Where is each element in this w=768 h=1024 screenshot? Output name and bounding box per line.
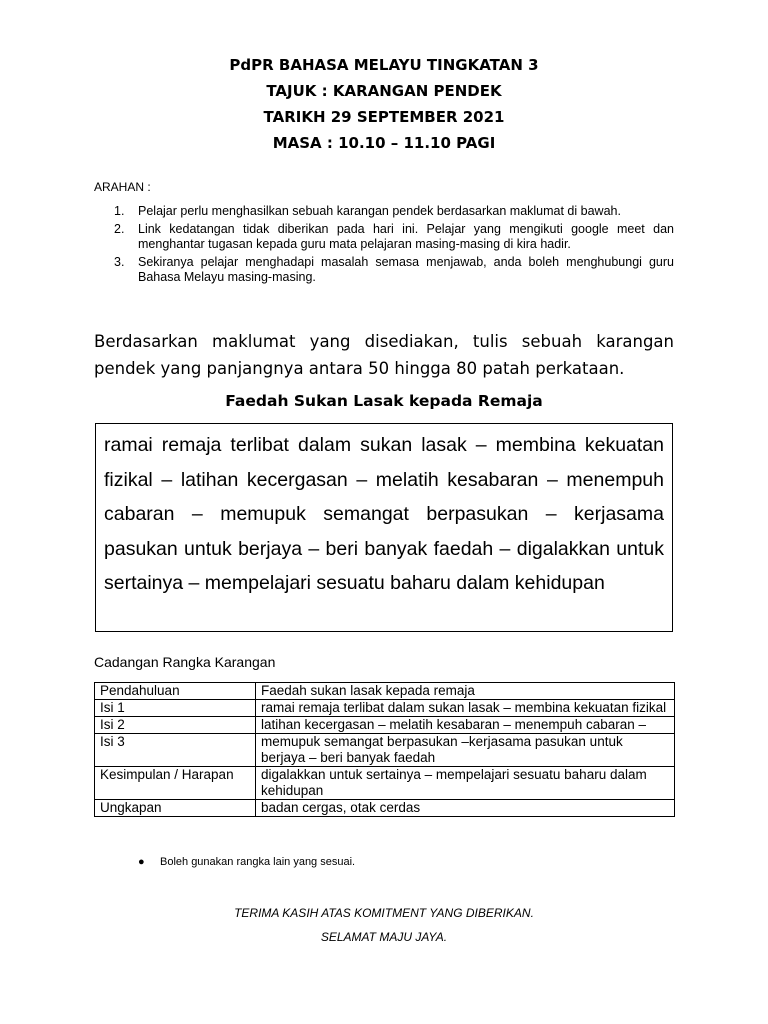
instructions-list <box>92 204 674 288</box>
outline-content: Faedah sukan lasak kepada remaja <box>256 683 675 700</box>
instruction-number: 3. <box>114 254 125 269</box>
header-subject: PdPR BAHASA MELAYU TINGKATAN 3 <box>229 56 539 74</box>
header-date: TARIKH 29 SEPTEMBER 2021 <box>263 108 505 126</box>
outline-content: digalakkan untuk sertainya – mempelajari sesuatu baharu dalam kehidupan <box>256 767 675 800</box>
outline-content: ramai remaja terlibat dalam sukan lasak – membina kekuatan fizikal <box>256 700 675 717</box>
outline-note <box>138 856 355 868</box>
instruction-text: Link kedatangan tidak diberikan pada hari ini. Pelajar yang mengikuti google meet dan menghantar tugasan kepada guru mata pelajaran masing-masing di kira hadir. <box>138 221 674 251</box>
outline-section: Kesimpulan / Harapan <box>95 767 256 800</box>
table-row <box>95 717 675 734</box>
instruction-number: 1. <box>114 204 125 218</box>
header-topic: TAJUK : KARANGAN PENDEK <box>266 82 502 100</box>
outline-section: Pendahuluan <box>95 683 256 700</box>
outline-section: Isi 3 <box>95 734 256 767</box>
instruction-number: 2. <box>114 221 125 236</box>
instruction-item <box>92 204 674 220</box>
instruction-item <box>92 222 674 253</box>
essay-prompt: Berdasarkan maklumat yang disediakan, tulis sebuah karangan pendek yang panjangnya antara 50 hingga 80 patah perkataan. <box>94 332 674 378</box>
instruction-item <box>92 255 674 286</box>
outline-section: Isi 1 <box>95 700 256 717</box>
header-time: MASA : 10.10 – 11.10 PAGI <box>272 134 496 152</box>
footer-thanks: TERIMA KASIH ATAS KOMITMENT YANG DIBERIKAN. <box>234 906 534 920</box>
essay-title: Faedah Sukan Lasak kepada Remaja <box>225 392 543 410</box>
bullet-icon: ● <box>138 856 145 868</box>
table-row <box>95 700 675 717</box>
table-row <box>95 683 675 700</box>
table-row <box>95 800 675 817</box>
outline-section: Isi 2 <box>95 717 256 734</box>
instruction-text: Pelajar perlu menghasilkan sebuah karangan pendek berdasarkan maklumat di bawah. <box>138 204 621 218</box>
table-row <box>95 734 675 767</box>
outline-content: latihan kecergasan – melatih kesabaran – menempuh cabaran – <box>256 717 675 734</box>
worksheet-header <box>0 52 768 156</box>
instructions-label: ARAHAN : <box>94 180 151 194</box>
outline-section: Ungkapan <box>95 800 256 817</box>
footer-wishes: SELAMAT MAJU JAYA. <box>320 930 448 944</box>
outline-content: badan cergas, otak cerdas <box>256 800 675 817</box>
outline-content: memupuk semangat berpasukan –kerjasama pasukan untuk berjaya – beri banyak faedah <box>256 734 675 767</box>
essay-points-box: ramai remaja terlibat dalam sukan lasak – membina kekuatan fizikal – latihan kecergasan – melatih kesabaran – menempuh cabaran – memupuk semangat berpasukan – kerjasama pasukan untuk berjaya – beri banyak faedah – digalakkan untuk sertainya – mempelajari sesuatu baharu dalam kehidupan <box>95 423 673 632</box>
outline-label: Cadangan Rangka Karangan <box>94 654 276 670</box>
outline-note-text: Boleh gunakan rangka lain yang sesuai. <box>160 856 356 868</box>
outline-table <box>94 682 675 817</box>
table-row <box>95 767 675 800</box>
instruction-text: Sekiranya pelajar menghadapi masalah semasa menjawab, anda boleh menghubungi guru Bahasa Melayu masing-masing. <box>138 254 674 284</box>
